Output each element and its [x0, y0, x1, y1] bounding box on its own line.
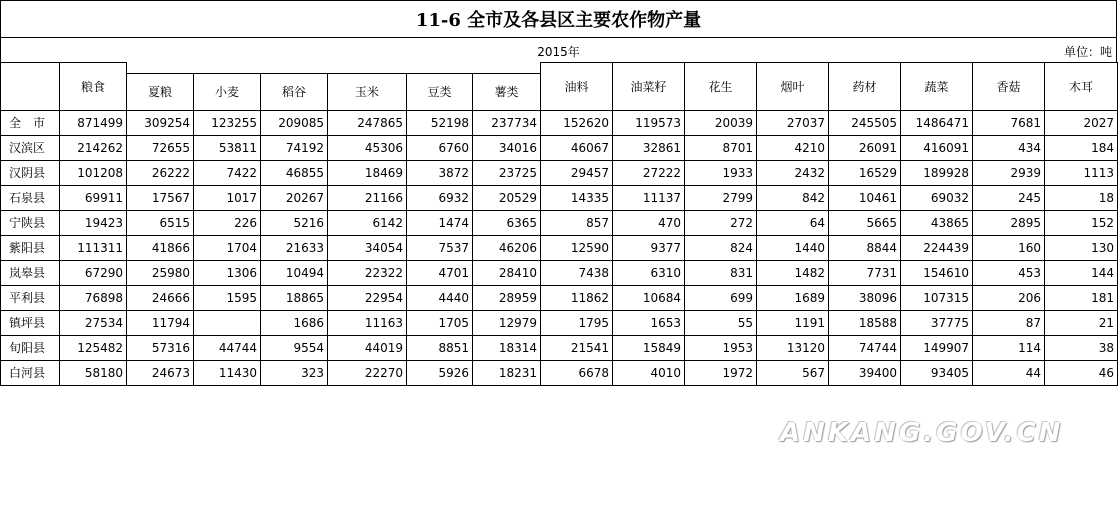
- table-cell: 21633: [261, 235, 328, 260]
- table-cell: 237734: [473, 110, 541, 135]
- table-cell: 45306: [328, 135, 407, 160]
- table-row: [1, 185, 1118, 210]
- table-cell: 69911: [60, 185, 127, 210]
- table-cell: 1653: [613, 310, 685, 335]
- table-cell: 209085: [261, 110, 328, 135]
- table-cell: 152: [1045, 210, 1118, 235]
- table-cell: 6310: [613, 260, 685, 285]
- table-cell: 1482: [757, 260, 829, 285]
- table-cell: 22954: [328, 285, 407, 310]
- table-cell: 15849: [613, 335, 685, 360]
- header-vegetables: 蔬菜: [901, 63, 973, 111]
- table-cell: 8701: [685, 135, 757, 160]
- table-cell: 10684: [613, 285, 685, 310]
- table-cell: 4440: [407, 285, 473, 310]
- table-cell: 1486471: [901, 110, 973, 135]
- table-cell: [194, 310, 261, 335]
- table-cell: 111311: [60, 235, 127, 260]
- row-region-name: 宁陕县: [1, 210, 60, 235]
- table-cell: 20039: [685, 110, 757, 135]
- table-cell: 226: [194, 210, 261, 235]
- table-cell: 11862: [541, 285, 613, 310]
- table-cell: 52198: [407, 110, 473, 135]
- table-cell: 74192: [261, 135, 328, 160]
- year-label: 2015年: [537, 45, 580, 59]
- header-peanut: 花生: [685, 63, 757, 111]
- table-cell: 309254: [127, 110, 194, 135]
- table-row: [1, 260, 1118, 285]
- row-region-name: 石泉县: [1, 185, 60, 210]
- table-cell: 323: [261, 360, 328, 385]
- table-cell: 1686: [261, 310, 328, 335]
- header-corner: [1, 63, 60, 111]
- header-wheat: 小麦: [194, 73, 261, 110]
- table-cell: 1704: [194, 235, 261, 260]
- table-cell: 14335: [541, 185, 613, 210]
- table-cell: 19423: [60, 210, 127, 235]
- row-region-name: 平利县: [1, 285, 60, 310]
- table-cell: 11163: [328, 310, 407, 335]
- header-rice: 稻谷: [261, 73, 328, 110]
- table-cell: 18865: [261, 285, 328, 310]
- table-cell: 8844: [829, 235, 901, 260]
- table-cell: 699: [685, 285, 757, 310]
- table-cell: 247865: [328, 110, 407, 135]
- table-cell: 46855: [261, 160, 328, 185]
- table-cell: 1440: [757, 235, 829, 260]
- table-row: [1, 210, 1118, 235]
- table-cell: 567: [757, 360, 829, 385]
- table-cell: 119573: [613, 110, 685, 135]
- row-region-name: 白河县: [1, 360, 60, 385]
- crop-output-table: [0, 62, 1118, 386]
- table-cell: 21541: [541, 335, 613, 360]
- table-cell: 416091: [901, 135, 973, 160]
- table-row: [1, 235, 1118, 260]
- table-cell: 67290: [60, 260, 127, 285]
- table-cell: 130: [1045, 235, 1118, 260]
- table-row: [1, 110, 1118, 135]
- table-cell: 93405: [901, 360, 973, 385]
- subtitle-row: [0, 38, 1117, 62]
- table-cell: 7438: [541, 260, 613, 285]
- table-cell: 34016: [473, 135, 541, 160]
- row-region-name: 汉滨区: [1, 135, 60, 160]
- table-cell: 7537: [407, 235, 473, 260]
- table-cell: 831: [685, 260, 757, 285]
- table-cell: 38096: [829, 285, 901, 310]
- table-cell: 7681: [973, 110, 1045, 135]
- table-cell: 1795: [541, 310, 613, 335]
- table-cell: 46067: [541, 135, 613, 160]
- table-cell: 857: [541, 210, 613, 235]
- table-cell: 1595: [194, 285, 261, 310]
- table-cell: 69032: [901, 185, 973, 210]
- table-cell: 434: [973, 135, 1045, 160]
- table-cell: 26091: [829, 135, 901, 160]
- header-rapeseed: 油菜籽: [613, 63, 685, 111]
- table-cell: 842: [757, 185, 829, 210]
- table-cell: 6515: [127, 210, 194, 235]
- table-cell: 272: [685, 210, 757, 235]
- table-cell: 22270: [328, 360, 407, 385]
- table-cell: 28959: [473, 285, 541, 310]
- table-cell: 160: [973, 235, 1045, 260]
- table-cell: 21: [1045, 310, 1118, 335]
- table-cell: 27534: [60, 310, 127, 335]
- table-cell: 17567: [127, 185, 194, 210]
- row-region-name: 紫阳县: [1, 235, 60, 260]
- header-corn: 玉米: [328, 73, 407, 110]
- table-cell: 64: [757, 210, 829, 235]
- table-cell: 24666: [127, 285, 194, 310]
- table-row: [1, 310, 1118, 335]
- table-cell: 39400: [829, 360, 901, 385]
- table-cell: 189928: [901, 160, 973, 185]
- table-cell: 11430: [194, 360, 261, 385]
- table-cell: 38: [1045, 335, 1118, 360]
- table-row: [1, 160, 1118, 185]
- table-cell: 5216: [261, 210, 328, 235]
- table-cell: 20529: [473, 185, 541, 210]
- table-cell: 3872: [407, 160, 473, 185]
- table-cell: 154610: [901, 260, 973, 285]
- table-cell: 25980: [127, 260, 194, 285]
- table-cell: 1017: [194, 185, 261, 210]
- table-cell: 1933: [685, 160, 757, 185]
- table-cell: 76898: [60, 285, 127, 310]
- table-cell: 1113: [1045, 160, 1118, 185]
- header-grain: 粮食: [60, 63, 127, 111]
- table-cell: 2895: [973, 210, 1045, 235]
- table-cell: 41866: [127, 235, 194, 260]
- table-cell: 6678: [541, 360, 613, 385]
- header-tobacco: 烟叶: [757, 63, 829, 111]
- table-cell: 4701: [407, 260, 473, 285]
- table-cell: 44019: [328, 335, 407, 360]
- table-cell: 453: [973, 260, 1045, 285]
- table-cell: 22322: [328, 260, 407, 285]
- row-region-name: 旬阳县: [1, 335, 60, 360]
- table-cell: 37775: [901, 310, 973, 335]
- table-cell: 245505: [829, 110, 901, 135]
- row-region-name: 镇坪县: [1, 310, 60, 335]
- header-beans: 豆类: [407, 73, 473, 110]
- table-cell: 55: [685, 310, 757, 335]
- table-cell: 9377: [613, 235, 685, 260]
- table-cell: 5926: [407, 360, 473, 385]
- table-cell: 46206: [473, 235, 541, 260]
- table-cell: 12979: [473, 310, 541, 335]
- table-cell: 20267: [261, 185, 328, 210]
- header-mushroom: 香菇: [973, 63, 1045, 111]
- table-cell: 13120: [757, 335, 829, 360]
- row-region-name: 全 市: [1, 110, 60, 135]
- table-cell: 123255: [194, 110, 261, 135]
- table-cell: 18469: [328, 160, 407, 185]
- table-cell: 72655: [127, 135, 194, 160]
- table-row: [1, 285, 1118, 310]
- table-cell: 18314: [473, 335, 541, 360]
- header-row-top: [1, 63, 1118, 74]
- table-row: [1, 135, 1118, 160]
- table-cell: 10494: [261, 260, 328, 285]
- table-cell: 87: [973, 310, 1045, 335]
- table-cell: 1474: [407, 210, 473, 235]
- site-watermark: ANKANG.GOV.CN: [780, 418, 1064, 448]
- table-cell: 23725: [473, 160, 541, 185]
- table-cell: 2799: [685, 185, 757, 210]
- table-cell: 57316: [127, 335, 194, 360]
- table-cell: 101208: [60, 160, 127, 185]
- table-cell: 1306: [194, 260, 261, 285]
- table-cell: 125482: [60, 335, 127, 360]
- table-cell: 470: [613, 210, 685, 235]
- table-cell: 1191: [757, 310, 829, 335]
- table-cell: 27037: [757, 110, 829, 135]
- table-cell: 2432: [757, 160, 829, 185]
- table-cell: 6365: [473, 210, 541, 235]
- header-fungus: 木耳: [1045, 63, 1118, 111]
- table-cell: 12590: [541, 235, 613, 260]
- table-cell: 224439: [901, 235, 973, 260]
- table-cell: 206: [973, 285, 1045, 310]
- table-cell: 18: [1045, 185, 1118, 210]
- table-row: [1, 360, 1118, 385]
- table-cell: 11794: [127, 310, 194, 335]
- table-cell: 107315: [901, 285, 973, 310]
- table-cell: 1705: [407, 310, 473, 335]
- table-cell: 824: [685, 235, 757, 260]
- table-cell: 28410: [473, 260, 541, 285]
- table-cell: 46: [1045, 360, 1118, 385]
- table-cell: 44: [973, 360, 1045, 385]
- table-cell: 9554: [261, 335, 328, 360]
- table-cell: 7731: [829, 260, 901, 285]
- table-cell: 58180: [60, 360, 127, 385]
- table-cell: 181: [1045, 285, 1118, 310]
- row-region-name: 岚皋县: [1, 260, 60, 285]
- table-cell: 26222: [127, 160, 194, 185]
- header-tubers: 薯类: [473, 73, 541, 110]
- table-cell: 53811: [194, 135, 261, 160]
- table-cell: 5665: [829, 210, 901, 235]
- table-cell: 214262: [60, 135, 127, 160]
- table-cell: 4210: [757, 135, 829, 160]
- table-cell: 34054: [328, 235, 407, 260]
- table-cell: 1972: [685, 360, 757, 385]
- table-row: [1, 335, 1118, 360]
- table-cell: 8851: [407, 335, 473, 360]
- table-cell: 43865: [901, 210, 973, 235]
- table-cell: 6932: [407, 185, 473, 210]
- table-cell: 1953: [685, 335, 757, 360]
- table-cell: 871499: [60, 110, 127, 135]
- table-cell: 44744: [194, 335, 261, 360]
- table-cell: 114: [973, 335, 1045, 360]
- table-body: [1, 110, 1118, 385]
- header-oil: 油料: [541, 63, 613, 111]
- table-cell: 10461: [829, 185, 901, 210]
- header-summer-grain: 夏粮: [127, 73, 194, 110]
- table-cell: 7422: [194, 160, 261, 185]
- table-cell: 18231: [473, 360, 541, 385]
- table-cell: 29457: [541, 160, 613, 185]
- table-cell: 6142: [328, 210, 407, 235]
- row-region-name: 汉阴县: [1, 160, 60, 185]
- header-herbs: 药材: [829, 63, 901, 111]
- table-cell: 2939: [973, 160, 1045, 185]
- table-cell: 18588: [829, 310, 901, 335]
- table-cell: 2027: [1045, 110, 1118, 135]
- table-cell: 4010: [613, 360, 685, 385]
- table-cell: 11137: [613, 185, 685, 210]
- table-cell: 74744: [829, 335, 901, 360]
- table-cell: 16529: [829, 160, 901, 185]
- header-grain-group: [127, 63, 541, 74]
- table-cell: 152620: [541, 110, 613, 135]
- table-cell: 32861: [613, 135, 685, 160]
- table-cell: 245: [973, 185, 1045, 210]
- table-cell: 144: [1045, 260, 1118, 285]
- unit-label: 单位：吨: [1063, 45, 1112, 59]
- table-title: 11-6 全市及各县区主要农作物产量: [0, 0, 1117, 38]
- table-cell: 24673: [127, 360, 194, 385]
- table-cell: 21166: [328, 185, 407, 210]
- table-cell: 6760: [407, 135, 473, 160]
- table-cell: 184: [1045, 135, 1118, 160]
- table-cell: 27222: [613, 160, 685, 185]
- table-cell: 1689: [757, 285, 829, 310]
- table-cell: 149907: [901, 335, 973, 360]
